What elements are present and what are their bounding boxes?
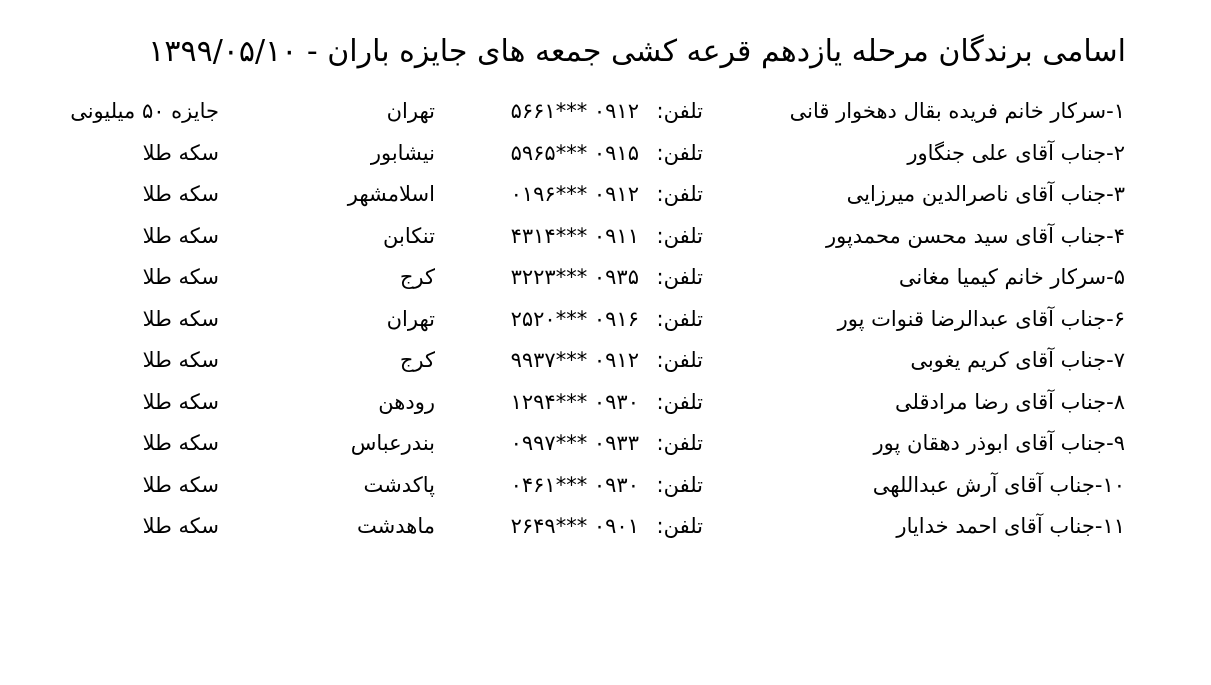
winner-prize: سکه طلا (142, 306, 219, 331)
phone-number: ۰۹۱۶ ***۲۵۲۰ (510, 306, 639, 331)
phone-label: تلفن: (656, 140, 703, 165)
winner-city: اسلامشهر (347, 182, 435, 206)
winner-prize: سکه طلا (142, 182, 219, 206)
phone-label: تلفن: (656, 306, 703, 331)
phone-label: تلفن: (656, 265, 703, 289)
winner-city: تهران (386, 306, 435, 331)
winner-row (0, 382, 1211, 424)
winner-row (0, 299, 1211, 341)
phone-label: تلفن: (656, 431, 703, 455)
winner-city: ماهدشت (357, 514, 435, 538)
winner-city: کرج (399, 265, 435, 289)
winner-prize: سکه طلا (142, 348, 219, 372)
winner-row (0, 216, 1211, 258)
phone-label: تلفن: (656, 514, 703, 538)
phone-number: ۰۹۰۱ ***۲۶۴۹ (510, 514, 639, 538)
phone-label: تلفن: (656, 389, 703, 414)
winner-prize: جایزه ۵۰ میلیونی (70, 99, 219, 123)
winner-row (0, 465, 1211, 507)
winner-name: ۷-جناب آقای کریم یغوبی (910, 348, 1125, 372)
winner-name: ۹-جناب آقای ابوذر دهقان پور (873, 431, 1125, 455)
winner-city: تهران (386, 99, 435, 123)
winner-name: ۴-جناب آقای سید محسن محمدپور (825, 223, 1125, 248)
winner-city: نیشابور (370, 140, 435, 165)
winner-row (0, 91, 1211, 133)
winner-prize: سکه طلا (142, 431, 219, 455)
winners-list (0, 91, 1211, 548)
winner-row (0, 174, 1211, 216)
winner-city: تنکابن (382, 223, 435, 248)
winner-prize: سکه طلا (142, 223, 219, 248)
winner-name: ۱۱-جناب آقای احمد خدایار (896, 514, 1125, 538)
phone-number: ۰۹۳۳ ***۰۹۹۷ (510, 431, 639, 455)
phone-label: تلفن: (656, 472, 703, 497)
winner-name: ۱۰-جناب آقای آرش عبداللهی (872, 472, 1125, 497)
phone-number: ۰۹۱۲ ***۵۶۶۱ (510, 99, 639, 123)
phone-number: ۰۹۳۵ ***۳۲۲۳ (510, 265, 639, 289)
winner-prize: سکه طلا (142, 389, 219, 414)
phone-label: تلفن: (656, 223, 703, 248)
phone-label: تلفن: (656, 99, 703, 123)
phone-number: ۰۹۱۱ ***۴۳۱۴ (510, 223, 639, 248)
winner-name: ۲-جناب آقای علی جنگاور (907, 140, 1125, 165)
winner-row (0, 423, 1211, 465)
phone-number: ۰۹۱۲ ***۰۱۹۶ (510, 182, 639, 206)
winner-row (0, 133, 1211, 175)
winner-row (0, 257, 1211, 299)
winner-city: کرج (399, 348, 435, 372)
phone-number: ۰۹۱۲ ***۹۹۳۷ (510, 348, 639, 372)
winner-row (0, 506, 1211, 548)
winner-name: ۳-جناب آقای ناصرالدین میرزایی (846, 182, 1125, 206)
phone-label: تلفن: (656, 348, 703, 372)
winner-name: ۸-جناب آقای رضا مرادقلی (895, 389, 1125, 414)
winner-prize: سکه طلا (142, 472, 219, 497)
winner-name: ۱-سرکار خانم فریده بقال دهخوار قانی (789, 99, 1125, 123)
winner-prize: سکه طلا (142, 514, 219, 538)
winner-name: ۶-جناب آقای عبدالرضا قنوات پور (837, 306, 1125, 331)
page-title: اسامی برندگان مرحله یازدهم قرعه کشی جمعه های جایزه باران - ۱۳۹۹/۰۵/۱۰ (148, 34, 1126, 69)
winner-name: ۵-سرکار خانم کیمیا مغانی (898, 265, 1125, 289)
winner-row (0, 340, 1211, 382)
winner-city: رودهن (378, 389, 435, 414)
winner-city: پاکدشت (363, 472, 435, 497)
winner-prize: سکه طلا (142, 265, 219, 289)
phone-number: ۰۹۳۰ ***۰۴۶۱ (510, 472, 639, 497)
phone-number: ۰۹۳۰ ***۱۲۹۴ (510, 389, 639, 414)
winner-city: بندرعباس (350, 431, 435, 455)
winner-prize: سکه طلا (142, 140, 219, 165)
phone-number: ۰۹۱۵ ***۵۹۶۵ (510, 140, 639, 165)
phone-label: تلفن: (656, 182, 703, 206)
